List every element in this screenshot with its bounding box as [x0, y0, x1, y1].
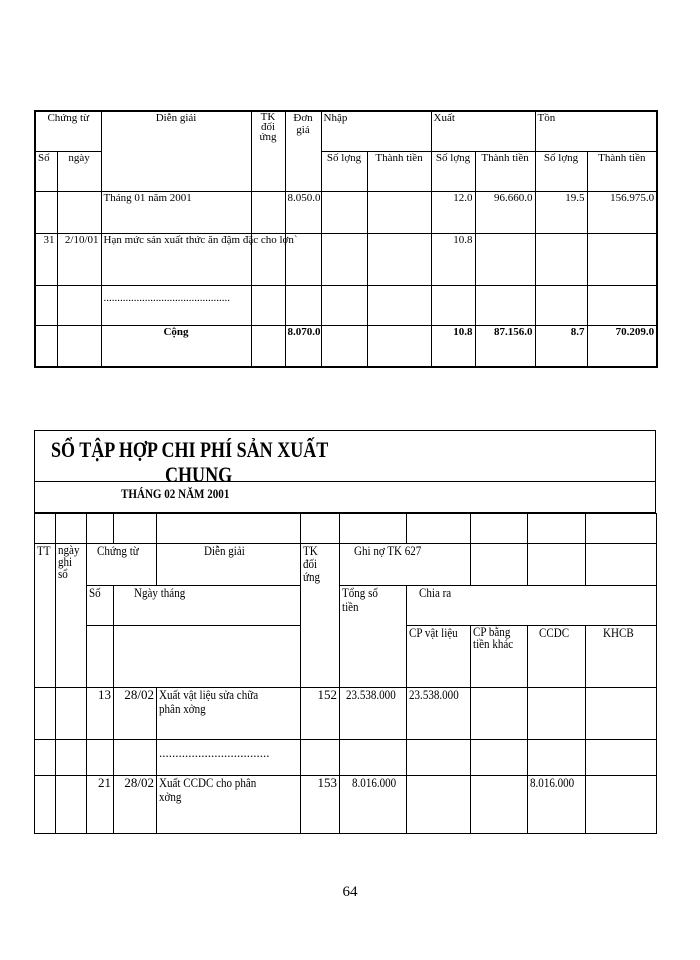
cell-so: 21 — [87, 776, 114, 834]
ledger-title-line2: CHUNG — [165, 462, 233, 487]
cell-sl-ton — [535, 285, 587, 325]
cell-ngay — [57, 285, 101, 325]
cell-dien-giai: Xuất vật liệu sửa chữa phân xởng — [157, 688, 301, 740]
cell-ccdc: 8.016.000 — [528, 776, 586, 834]
cell-khcb — [586, 776, 657, 834]
header-ccdc: CCDC — [528, 626, 586, 688]
header-tt: TT — [35, 544, 56, 688]
cell-khcb — [586, 688, 657, 740]
header-tk-doi-ung: TK đối ứng — [251, 111, 285, 191]
cell-tong: 23.538.000 — [340, 688, 407, 740]
cost-ledger — [34, 430, 656, 834]
cell-ngay: 28/02 — [114, 776, 157, 834]
cell-dien-giai: Xuất CCDC cho phân xởng — [157, 776, 301, 834]
header-tk-doi-ung: TK đối ứng — [301, 544, 340, 688]
cell-sl-nhap — [321, 191, 367, 233]
cell-tt-ton — [587, 233, 657, 285]
cell-tt-xuat — [475, 233, 535, 285]
cell-ccdc — [528, 688, 586, 740]
cell-tt-ton — [587, 285, 657, 325]
ledger-subtitle-box — [34, 481, 656, 513]
cell-cp-khac — [471, 740, 528, 776]
total-tt-ton: 70.209.0 — [587, 325, 657, 367]
cell-ngay: 2/10/01 — [57, 233, 101, 285]
cell-khcb — [586, 740, 657, 776]
header-ton: Tồn — [535, 111, 657, 151]
cell-sl-xuat — [431, 285, 475, 325]
cell-so: 13 — [87, 688, 114, 740]
header-tong-so-tien: Tổng số tiền — [340, 586, 407, 688]
header-so-luong-nhap: Số lợng — [321, 151, 367, 191]
cell-tt-nhap — [367, 285, 431, 325]
header-ngay-thang: Ngày tháng — [114, 586, 301, 626]
cell-tk — [251, 285, 285, 325]
cell-tt-xuat: 96.660.0 — [475, 191, 535, 233]
cell-tk: 153 — [301, 776, 340, 834]
cell-so — [87, 740, 114, 776]
header-ngay: ngày — [57, 151, 101, 191]
header-chung-tu: Chứng từ — [35, 111, 101, 151]
cell-so — [35, 191, 57, 233]
total-sl-xuat: 10.8 — [431, 325, 475, 367]
header-chung-tu: Chứng từ — [87, 544, 157, 586]
cell-sl-ton — [535, 233, 587, 285]
header-so-luong-ton: Số lợng — [535, 151, 587, 191]
table-row — [35, 740, 657, 776]
page-number: 64 — [342, 884, 358, 900]
total-sl-ton: 8.7 — [535, 325, 587, 367]
cell-sl-xuat: 10.8 — [431, 233, 475, 285]
cell-dien-giai: Tháng 01 năm 2001 — [101, 191, 251, 233]
header-nhap: Nhập — [321, 111, 431, 151]
header-thanh-tien-xuat: Thành tiền — [475, 151, 535, 191]
cell-dien-giai: .................................. — [157, 740, 301, 776]
cell-ngay — [114, 740, 157, 776]
header-dien-giai: Diễn giải — [101, 111, 251, 191]
header-chia-ra: Chia ra — [407, 586, 657, 626]
table-row — [35, 776, 657, 834]
ledger-title: SỔ TẬP HỢP CHI PHÍ SẢN XUẤT — [51, 437, 329, 462]
cell-tk — [301, 740, 340, 776]
cell-so: 31 — [35, 233, 57, 285]
cell-cp-vl — [407, 740, 471, 776]
total-row — [35, 325, 657, 367]
total-don-gia: 8.070.0 — [285, 325, 321, 367]
table-row — [35, 688, 657, 740]
table-row — [35, 285, 657, 325]
table-row — [35, 191, 657, 233]
cell-tt-ton: 156.975.0 — [587, 191, 657, 233]
header-xuat: Xuất — [431, 111, 535, 151]
header-so-luong-xuat: Số lợng — [431, 151, 475, 191]
header-cp-vat-lieu: CP vật liệu — [407, 626, 471, 688]
cell-sl-nhap — [321, 285, 367, 325]
cell-tk: 152 — [301, 688, 340, 740]
cell-ngay — [57, 191, 101, 233]
cell-don-gia: 8.050.0 — [285, 191, 321, 233]
cell-dien-giai: Hạn mức sản xuất thức ăn đậm đặc cho lợn` — [101, 233, 251, 285]
header-khcb: KHCB — [586, 626, 657, 688]
header-don-gia: Đơn giá — [285, 111, 321, 191]
cell-tt-nhap — [367, 191, 431, 233]
cell-dien-giai: .............................................. — [101, 285, 251, 325]
header-cp-bang-tien-khac: CP bằng tiền khác — [471, 626, 528, 688]
cell-ccdc — [528, 740, 586, 776]
inventory-table — [34, 110, 658, 368]
header-so: Số — [35, 151, 57, 191]
cell-tong — [340, 740, 407, 776]
cell-don-gia — [285, 285, 321, 325]
cost-table — [34, 513, 657, 834]
cell-cp-vl: 23.538.000 — [407, 688, 471, 740]
cell-cp-khac — [471, 776, 528, 834]
header-ngay-ghi-so: ngày ghi sổ — [56, 544, 87, 688]
cell-tt-nhap — [367, 233, 431, 285]
table-row — [35, 233, 657, 285]
cell-cp-vl — [407, 776, 471, 834]
header-so: Số — [87, 586, 114, 626]
total-tt-xuat: 87.156.0 — [475, 325, 535, 367]
cell-sl-ton: 19.5 — [535, 191, 587, 233]
cell-cp-khac — [471, 688, 528, 740]
header-thanh-tien-ton: Thành tiền — [587, 151, 657, 191]
header-ghi-no: Ghi nợ TK 627 — [340, 544, 471, 586]
header-dien-giai: Diễn giải — [157, 544, 301, 586]
cell-tong: 8.016.000 — [340, 776, 407, 834]
cell-so — [35, 285, 57, 325]
cell-tt-xuat — [475, 285, 535, 325]
ledger-subtitle: THÁNG 02 NĂM 2001 — [121, 486, 230, 501]
total-label: Cộng — [101, 325, 251, 367]
header-thanh-tien-nhap: Thành tiền — [367, 151, 431, 191]
ledger-title-box — [34, 430, 656, 487]
cell-tk — [251, 191, 285, 233]
cell-ngay: 28/02 — [114, 688, 157, 740]
cell-sl-xuat: 12.0 — [431, 191, 475, 233]
cell-sl-nhap — [321, 233, 367, 285]
